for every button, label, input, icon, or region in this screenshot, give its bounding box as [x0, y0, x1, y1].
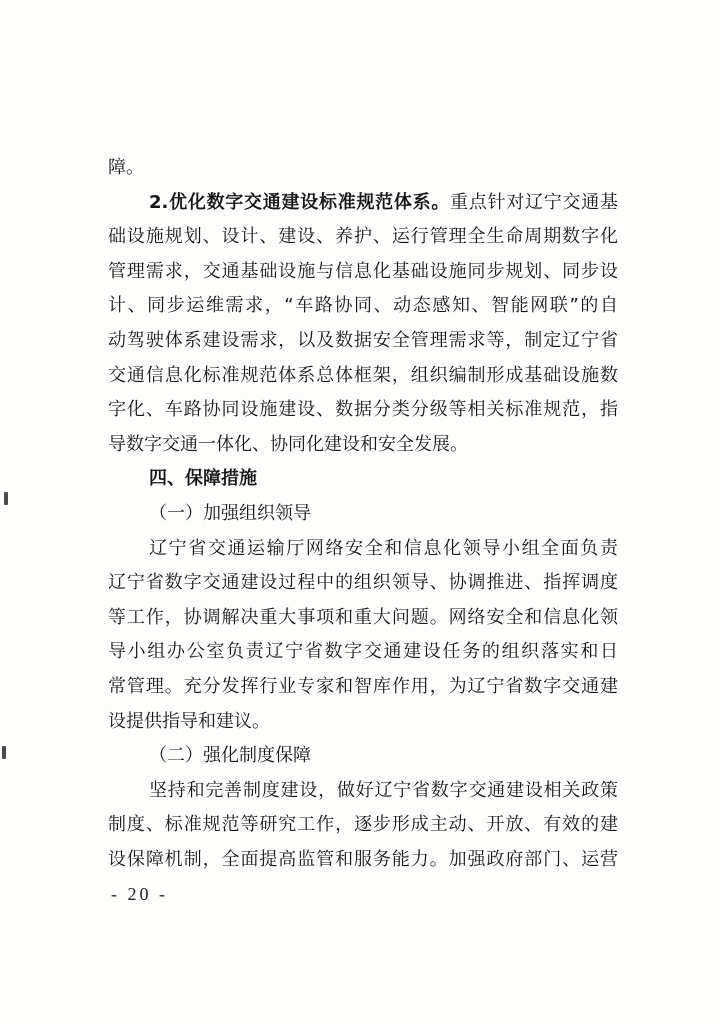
body-line: 制度、标准规范等研究工作，逐步形成主动、开放、有效的建	[108, 814, 618, 836]
body-line: 辽宁省交通运输厅网络安全和信息化领导小组全面负责	[149, 537, 618, 559]
body-line: 导数字交通一体化、协同化建设和安全发展。	[108, 433, 468, 455]
body-line: 障。	[108, 157, 144, 178]
body-line: 设提供指导和建议。	[108, 710, 270, 732]
body-line: 管理需求，交通基础设施与信息化基础设施同步规划、同步设	[108, 260, 618, 282]
subsection-heading: （二）强化制度保障	[149, 745, 311, 767]
body-line: 础设施规划、设计、建设、养护、运行管理全生命周期数字化	[108, 226, 618, 248]
page-number: - 20 -	[111, 884, 168, 904]
body-line: 动驾驶体系建设需求，以及数据安全管理需求等，制定辽宁省	[108, 329, 618, 351]
body-line: 辽宁省数字交通建设过程中的组织领导、协调推进、指挥调度	[108, 572, 618, 594]
body-line: 常管理。充分发挥行业专家和智库作用，为辽宁省数字交通建	[108, 675, 618, 697]
bold-lead-text: 2.优化数字交通建设标准规范体系。	[149, 191, 451, 213]
document-text-block	[108, 151, 618, 877]
body-line	[108, 186, 618, 221]
scan-artifact-mark	[4, 492, 8, 505]
scan-artifact-mark	[2, 746, 6, 759]
body-line: 交通信息化标准规范体系总体框架，组织编制形成基础设施数	[108, 364, 618, 386]
body-text: 重点针对辽宁交通基	[450, 191, 618, 213]
body-line: 计、同步运维需求，“车路协同、动态感知、智能网联”的自	[108, 295, 618, 317]
section-heading: 四、保障措施	[149, 468, 257, 490]
body-line: 设保障机制，全面提高监管和服务能力。加强政府部门、运营	[108, 848, 618, 870]
body-line: 等工作，协调解决重大事项和重大问题。网络安全和信息化领	[108, 606, 618, 628]
body-line: 坚持和完善制度建设，做好辽宁省数字交通建设相关政策	[149, 779, 618, 801]
body-line: 字化、车路协同设施建设、数据分类分级等相关标准规范，指	[108, 399, 618, 421]
body-line: 导小组办公室负责辽宁省数字交通建设任务的组织落实和日	[108, 641, 618, 663]
subsection-heading: （一）加强组织领导	[149, 502, 311, 524]
